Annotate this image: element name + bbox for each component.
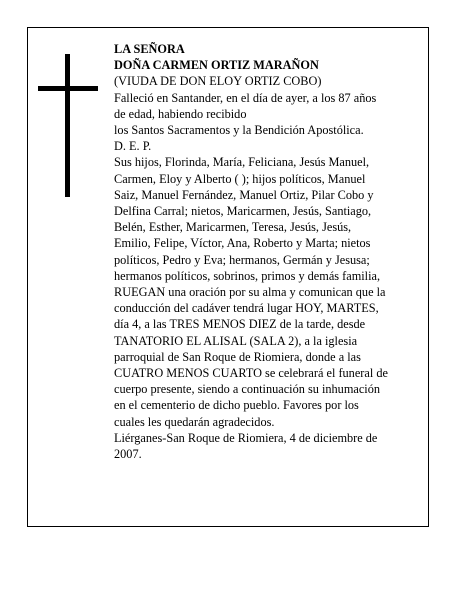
cross-vertical-bar [65,54,70,197]
body-line: Falleció en Santander, en el día de ayer, a los 87 años [114,90,377,105]
year-line: 2007. [114,447,142,462]
cross-horizontal-bar [38,86,98,91]
body-line: conducción del cadáver tendrá lugar HOY, MARTES, [114,301,379,316]
body-line: hermanos políticos, sobrinos, primos y demás familia, [114,268,381,283]
body-line: los Santos Sacramentos y la Bendición Apostólica. [114,123,364,138]
title-line: LA SEÑORA [114,42,185,56]
body-line: CUATRO MENOS CUARTO se celebrará el funeral de [114,366,388,381]
widow-line: (VIUDA DE DON ELOY ORTIZ COBO) [114,74,322,89]
body-line: de edad, habiendo recibido [114,106,247,121]
body-line: Saiz, Manuel Fernández, Manuel Ortiz, Pilar Cobo y [114,187,374,202]
body-line: Carmen, Eloy y Alberto ( ); hijos políticos, Manuel [114,171,366,186]
dep-line: D. E. P. [114,139,152,154]
body-line: en el cementerio de dicho pueblo. Favores por los [114,398,359,413]
obituary-text [114,41,426,462]
body-line: día 4, a las TRES MENOS DIEZ de la tarde, desde [114,317,366,332]
body-line: políticos, Pedro y Eva; hermanos, Germán y Jesusa; [114,252,370,267]
deceased-name: DOÑA CARMEN ORTIZ MARAÑON [114,58,319,73]
body-line: Delfina Carral; nietos, Maricarmen, Jesús, Santiago, [114,204,372,219]
body-line: Emilio, Felipe, Víctor, Ana, Roberto y Marta; nietos [114,236,371,251]
body-line: Belén, Esther, Maricarmen, Teresa, Jesús, Jesús, [114,220,352,235]
body-line: Sus hijos, Florinda, María, Feliciana, Jesús Manuel, [114,155,370,170]
body-line: parroquial de San Roque de Riomiera, donde a las [114,349,361,364]
place-date-line: Liérganes-San Roque de Riomiera, 4 de diciembre de [114,430,378,445]
body-line: cuerpo presente, siendo a continuación su inhumación [114,382,381,397]
cross-icon [38,54,98,197]
body-line: RUEGAN una oración por su alma y comunican que la [114,285,386,300]
body-line: TANATORIO EL ALISAL (SALA 2), a la iglesia [114,333,358,348]
body-line: cuales les quedarán agradecidos. [114,414,275,429]
